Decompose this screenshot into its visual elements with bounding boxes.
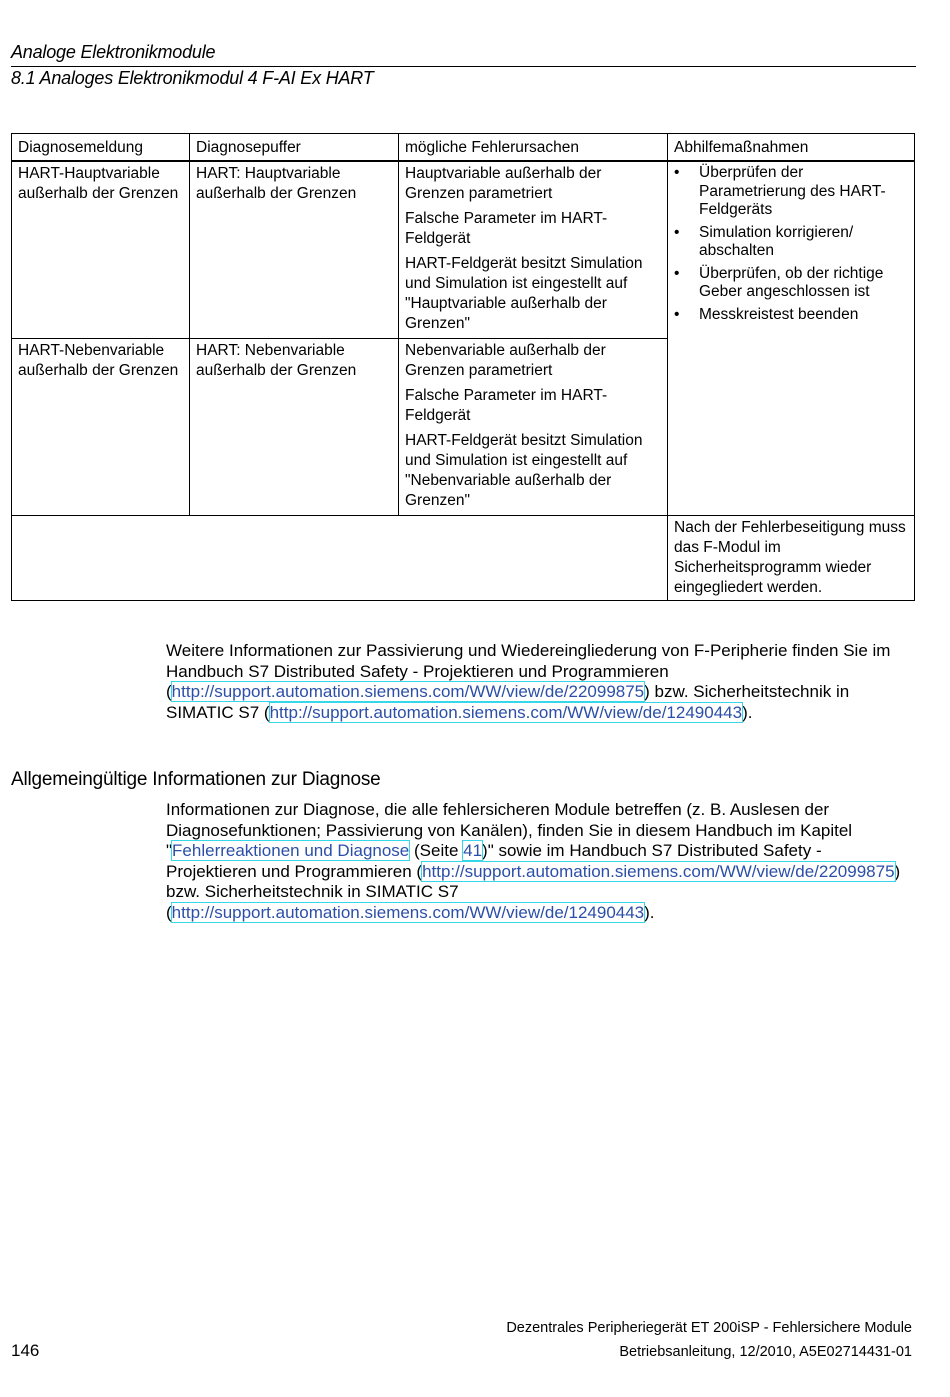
footer-document-title: Dezentrales Peripheriegerät ET 200iSP - Fehlersichere Module	[506, 1320, 912, 1336]
diagnosis-info-paragraph	[166, 800, 911, 923]
info-paragraph	[166, 641, 911, 723]
diagnosepuffer-cell: HART: Hauptvariable außerhalb der Grenzen	[190, 161, 399, 339]
support-link-22099875[interactable]: http://support.automation.siemens.com/WW/view/de/22099875	[171, 682, 645, 701]
paragraph-text: ) bzw. Sicherheitstechnik in SIMATIC S7 (	[166, 861, 901, 922]
diagnosemeldung-cell: HART-Nebenvariable außerhalb der Grenzen	[12, 339, 190, 516]
column-header: mögliche Fehlerursachen	[399, 134, 668, 162]
page-number: 146	[11, 1341, 40, 1360]
column-header: Diagnosepuffer	[190, 134, 399, 162]
paragraph-text: )" sowie im Handbuch S7 Distributed Safety - Projektieren und Programmieren (	[166, 841, 822, 881]
paragraph-text: Informationen zur Diagnose, die alle fehlersicheren Module betreffen (z. B. Auslesen der Diagnosefunktionen; Passivierung von Kanälen), finden Sie in diesem Handbuch im Kapitel "	[166, 800, 853, 860]
support-link-12490443[interactable]: http://support.automation.siemens.com/WW/view/de/12490443	[171, 902, 645, 922]
header-divider	[11, 66, 916, 67]
fehlerursachen-cell	[399, 161, 668, 339]
footer-document-subtitle: Betriebsanleitung, 12/2010, A5E02714431-01	[619, 1344, 912, 1360]
cause-text: HART-Feldgerät besitzt Simulation und Simulation ist eingestellt auf "Nebenvariable außerhalb der Grenzen"	[405, 432, 643, 509]
list-item: • Simulation korrigieren/ abschalten	[699, 224, 908, 261]
column-header: Diagnosemeldung	[12, 134, 190, 162]
support-link-12490443[interactable]: http://support.automation.siemens.com/WW/view/de/12490443	[269, 702, 743, 722]
fehlerursachen-cell	[399, 339, 668, 516]
running-header-section: 8.1 Analoges Elektronikmodul 4 F-AI Ex HART	[11, 68, 374, 88]
paragraph-text: ).	[644, 902, 655, 922]
abhilfe-cell	[668, 161, 915, 516]
cause-text: Falsche Parameter im HART-Feldgerät	[405, 210, 608, 247]
page-link[interactable]: 41	[463, 841, 483, 860]
diagnosemeldung-cell: HART-Hauptvariable außerhalb der Grenzen	[12, 161, 190, 339]
table-row	[12, 161, 915, 339]
support-link-22099875[interactable]: http://support.automation.siemens.com/WW/view/de/22099875	[422, 861, 895, 881]
list-item: • Messkreistest beenden	[699, 306, 908, 325]
cause-text: Falsche Parameter im HART-Feldgerät	[405, 387, 608, 424]
running-header-chapter: Analoge Elektronikmodule	[11, 42, 216, 62]
empty-cell	[12, 516, 668, 601]
remedy-list	[674, 164, 908, 324]
footnote-cell: Nach der Fehlerbeseitigung muss das F-Modul im Sicherheitsprogramm wieder eingegliedert werden.	[668, 516, 915, 601]
list-item: • Überprüfen der Parametrierung des HART-Feldgeräts	[699, 164, 908, 220]
table-row	[12, 516, 915, 601]
diagnosis-table	[11, 133, 915, 601]
diagnosepuffer-cell: HART: Nebenvariable außerhalb der Grenzen	[190, 339, 399, 516]
paragraph-text: Weitere Informationen zur Passivierung und Wiedereingliederung von F-Peripherie finden Sie im Handbuch S7 Distributed Safety - Projektieren und Programmieren (	[166, 641, 891, 701]
cause-text: HART-Feldgerät besitzt Simulation und Simulation ist eingestellt auf "Hauptvariable außerhalb der Grenzen"	[405, 255, 643, 332]
cause-text: Hauptvariable außerhalb der Grenzen parametriert	[405, 165, 602, 202]
paragraph-text: (Seite	[409, 841, 464, 860]
chapter-link[interactable]: Fehlerreaktionen und Diagnose	[172, 841, 410, 860]
column-header: Abhilfemaßnahmen	[668, 134, 915, 162]
list-item: • Überprüfen, ob der richtige Geber angeschlossen ist	[699, 265, 908, 302]
section-heading: Allgemeingültige Informationen zur Diagnose	[11, 769, 381, 790]
paragraph-text: ).	[742, 702, 753, 722]
cause-text: Nebenvariable außerhalb der Grenzen parametriert	[405, 342, 606, 379]
table-header-row	[12, 134, 915, 162]
paragraph-text: ) bzw. Sicherheitstechnik in SIMATIC S7 (	[166, 682, 850, 722]
